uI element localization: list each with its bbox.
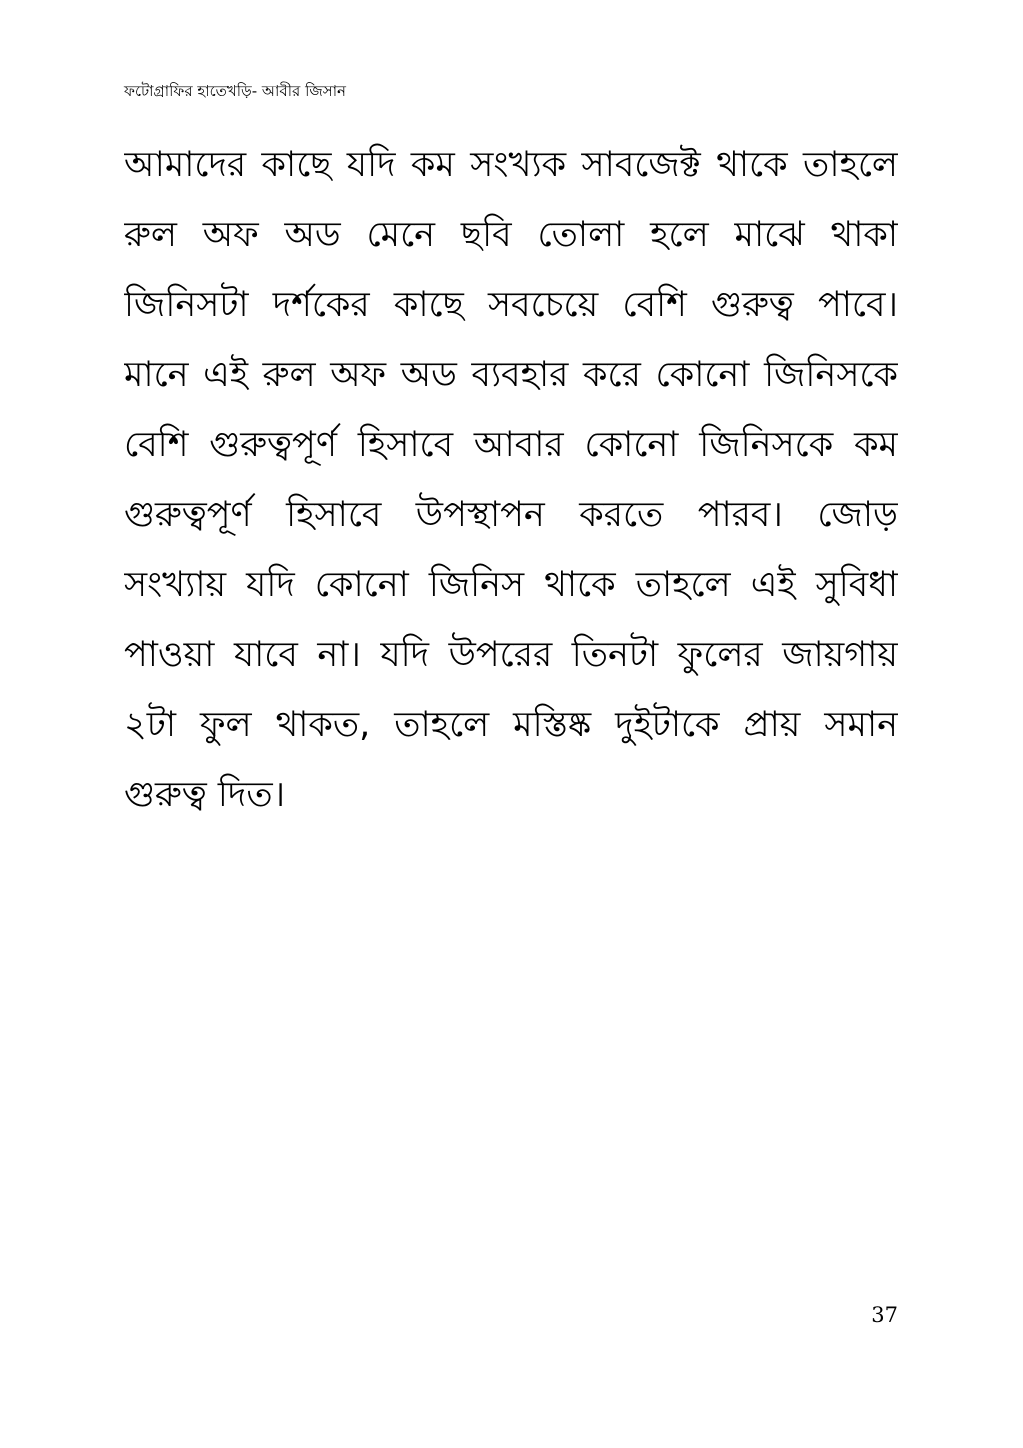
paragraph-line: গুরুত্বপূর্ণ হিসাবে উপস্থাপন করতে পারব। জোড়	[124, 495, 898, 535]
paragraph-line: রুল অফ অড মেনে ছবি তোলা হলে মাঝে থাকা	[124, 215, 898, 255]
page-number: 37	[871, 1303, 898, 1327]
paragraph-line: পাওয়া যাবে না। যদি উপরের তিনটা ফুলের জায়গায়	[124, 635, 898, 675]
running-header: ফটোগ্রাফির হাতেখড়ি- আবীর জিসান	[124, 82, 346, 100]
body-paragraph	[124, 130, 898, 830]
paragraph-line: সংখ্যায় যদি কোনো জিনিস থাকে তাহলে এই সুবিধা	[124, 565, 898, 605]
paragraph-line: গুরুত্ব দিত।	[124, 775, 286, 815]
paragraph-line: জিনিসটা দর্শকের কাছে সবচেয়ে বেশি গুরুত্ব পাবে।	[124, 285, 898, 325]
paragraph-line: আমাদের কাছে যদি কম সংখ্যক সাবজেক্ট থাকে তাহলে	[124, 145, 898, 185]
paragraph-line: ২টা ফুল থাকত, তাহলে মস্তিষ্ক দুইটাকে প্রায় সমান	[124, 705, 898, 745]
paragraph-line: মানে এই রুল অফ অড ব্যবহার করে কোনো জিনিসকে	[124, 355, 898, 395]
paragraph-line: বেশি গুরুত্বপূর্ণ হিসাবে আবার কোনো জিনিসকে কম	[124, 425, 898, 465]
